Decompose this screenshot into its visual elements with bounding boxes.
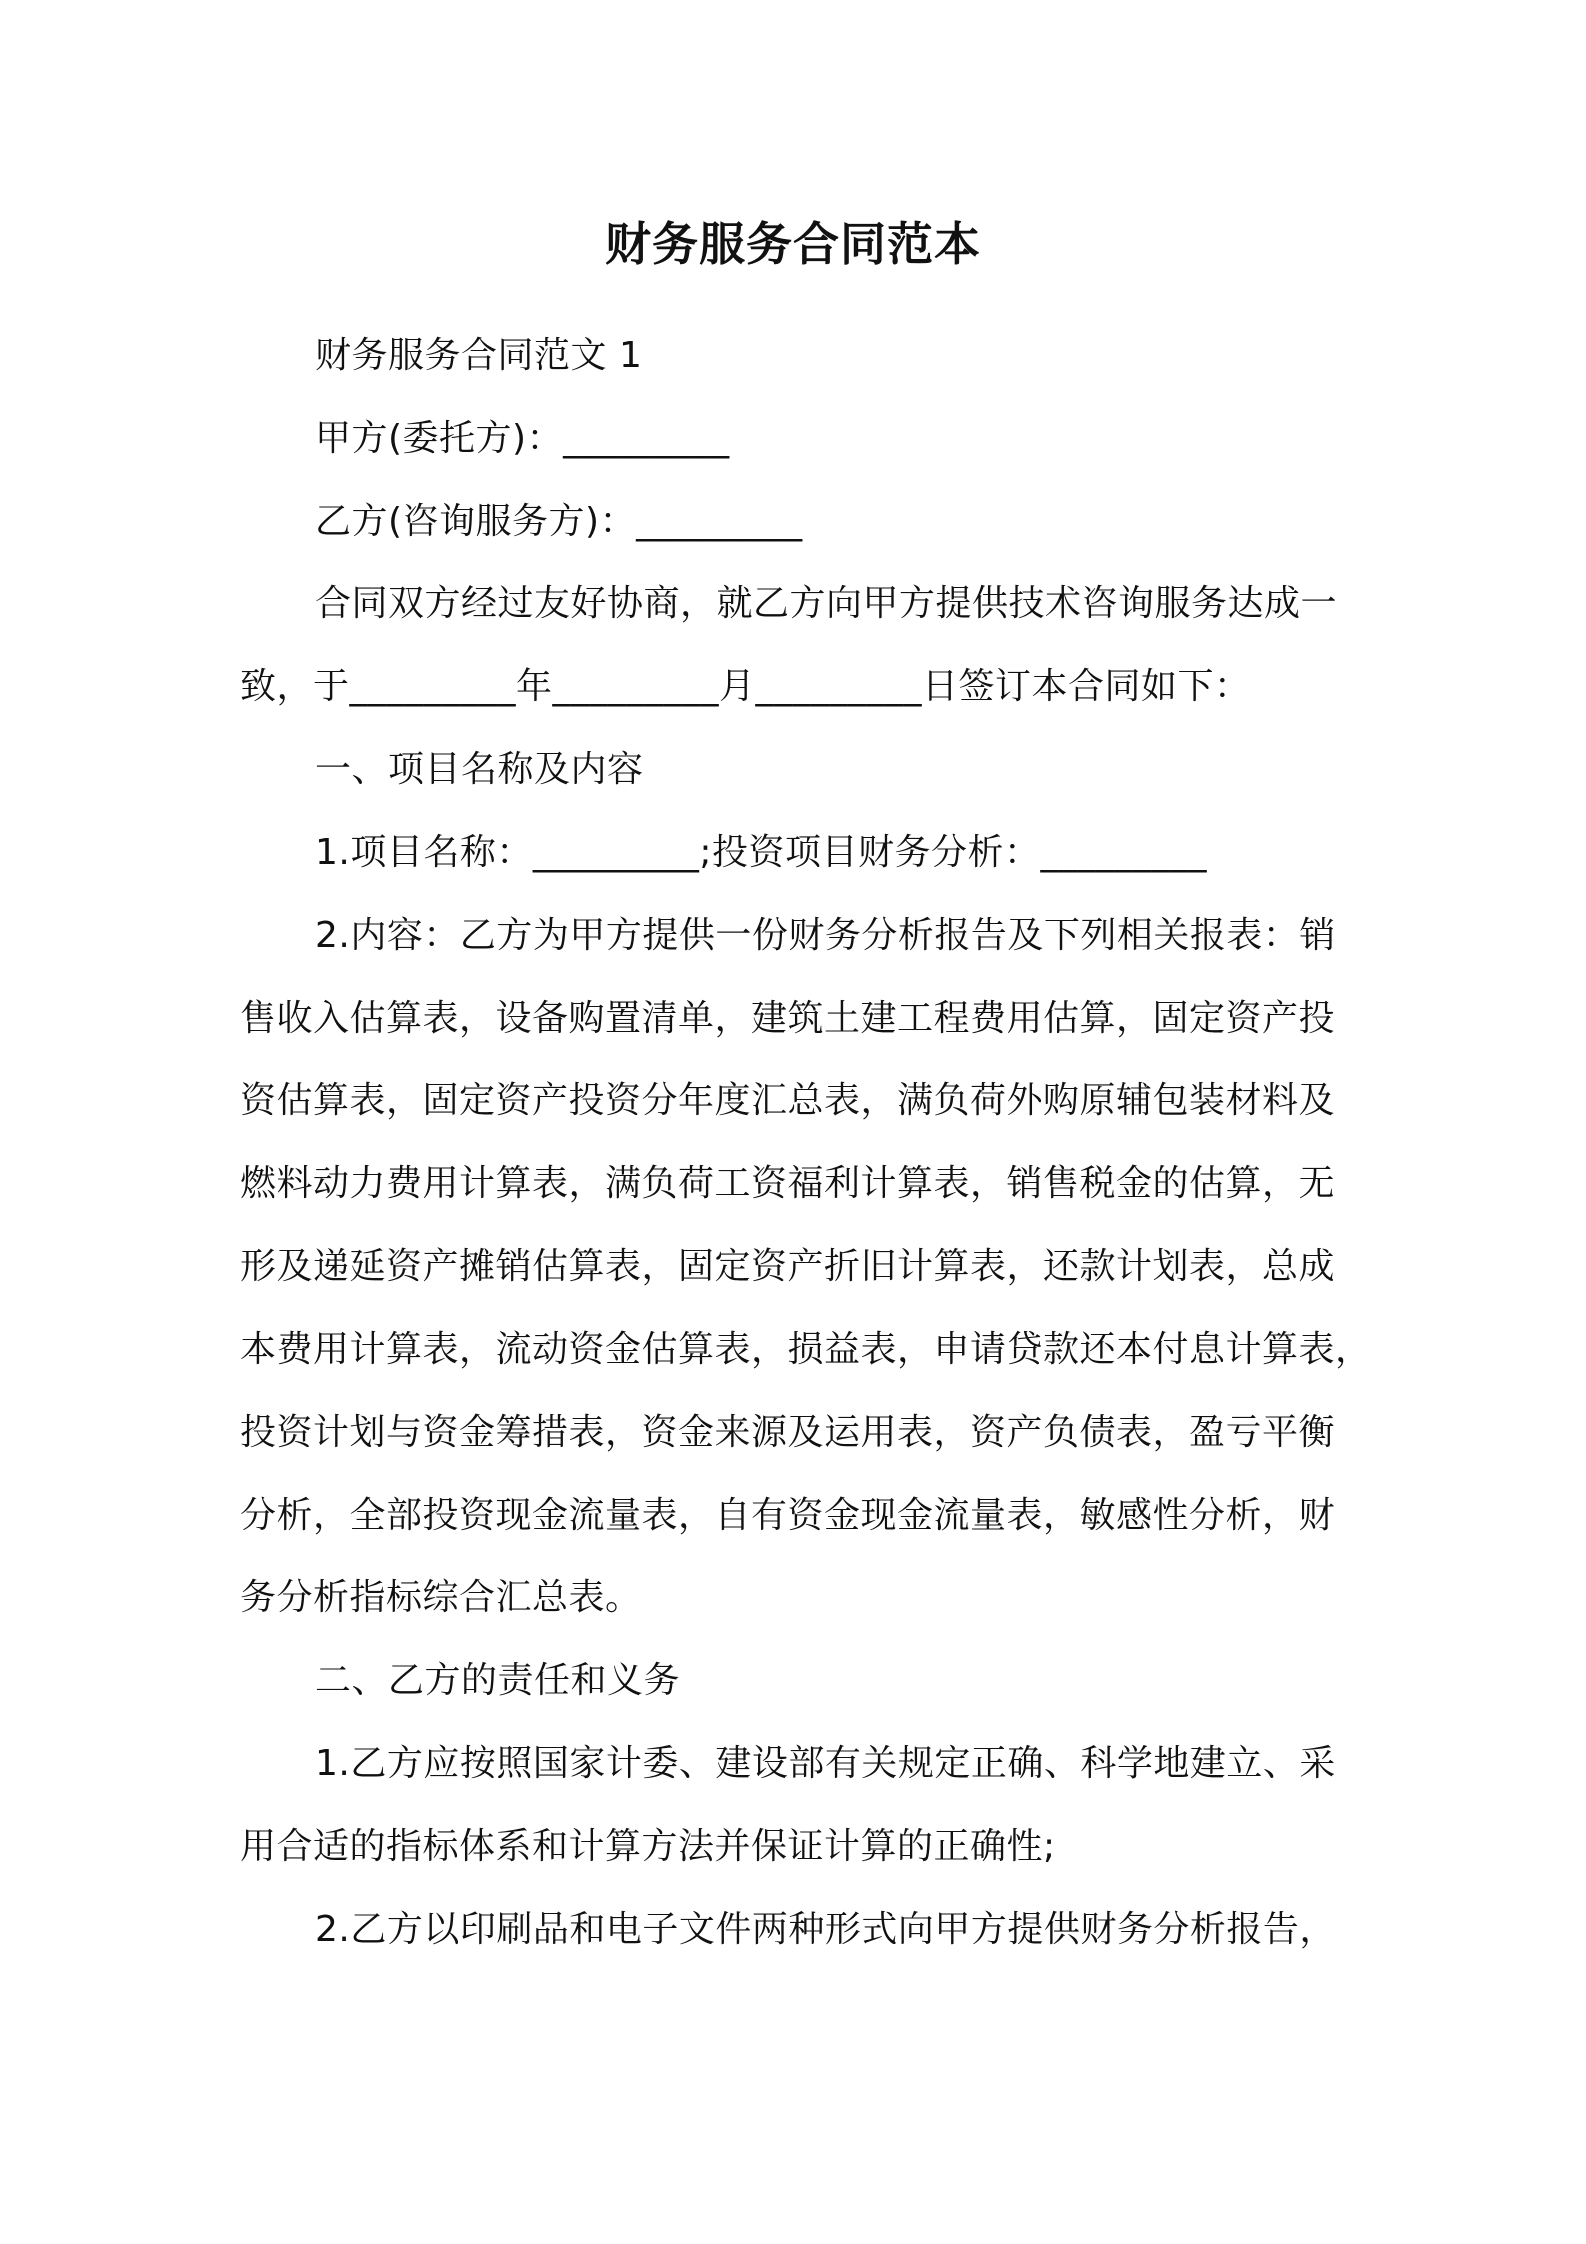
- section-heading: 一、项目名称及内容: [315, 749, 644, 790]
- section-heading: 二、乙方的责任和义务: [315, 1660, 681, 1701]
- paragraph-line: 合同双方经过友好协商，就乙方向甲方提供技术咨询服务达成一: [315, 583, 1338, 624]
- paragraph-line: 售收入估算表，设备购置清单，建筑土建工程费用估算，固定资产投: [240, 998, 1336, 1039]
- paragraph-line: 燃料动力费用计算表，满负荷工资福利计算表，销售税金的估算，无: [240, 1163, 1336, 1204]
- paragraph-line: 用合适的指标体系和计算方法并保证计算的正确性;: [240, 1826, 1056, 1867]
- party-a-line: 甲方(委托方)：_________: [315, 418, 730, 459]
- paragraph-line: 1.项目名称：_________;投资项目财务分析：_________: [315, 832, 1207, 873]
- paragraph-line: 2.乙方以印刷品和电子文件两种形式向甲方提供财务分析报告，: [315, 1909, 1336, 1950]
- document-title: 财务服务合同范本: [605, 217, 981, 271]
- party-b-line: 乙方(咨询服务方)：_________: [315, 501, 803, 542]
- paragraph-line: 资估算表，固定资产投资分年度汇总表，满负荷外购原辅包装材料及: [240, 1080, 1336, 1121]
- paragraph-line: 本费用计算表，流动资金估算表，损益表，申请贷款还本付息计算表，: [240, 1329, 1372, 1370]
- paragraph-line: 分析，全部投资现金流量表，自有资金现金流量表，敏感性分析，财: [240, 1495, 1336, 1536]
- paragraph-line: 2.内容：乙方为甲方提供一份财务分析报告及下列相关报表：销: [315, 915, 1336, 956]
- paragraph-line: 务分析指标综合汇总表。: [240, 1577, 642, 1618]
- paragraph-line: 形及递延资产摊销估算表，固定资产折旧计算表，还款计划表，总成: [240, 1246, 1336, 1287]
- paragraph-line: 致，于_________年_________月_________日签订本合同如下：: [240, 666, 1251, 707]
- paragraph-line: 1.乙方应按照国家计委、建设部有关规定正确、科学地建立、采: [315, 1743, 1336, 1784]
- subtitle-line: 财务服务合同范文 1: [315, 335, 643, 376]
- paragraph-line: 投资计划与资金筹措表，资金来源及运用表，资产负债表，盈亏平衡: [240, 1412, 1336, 1453]
